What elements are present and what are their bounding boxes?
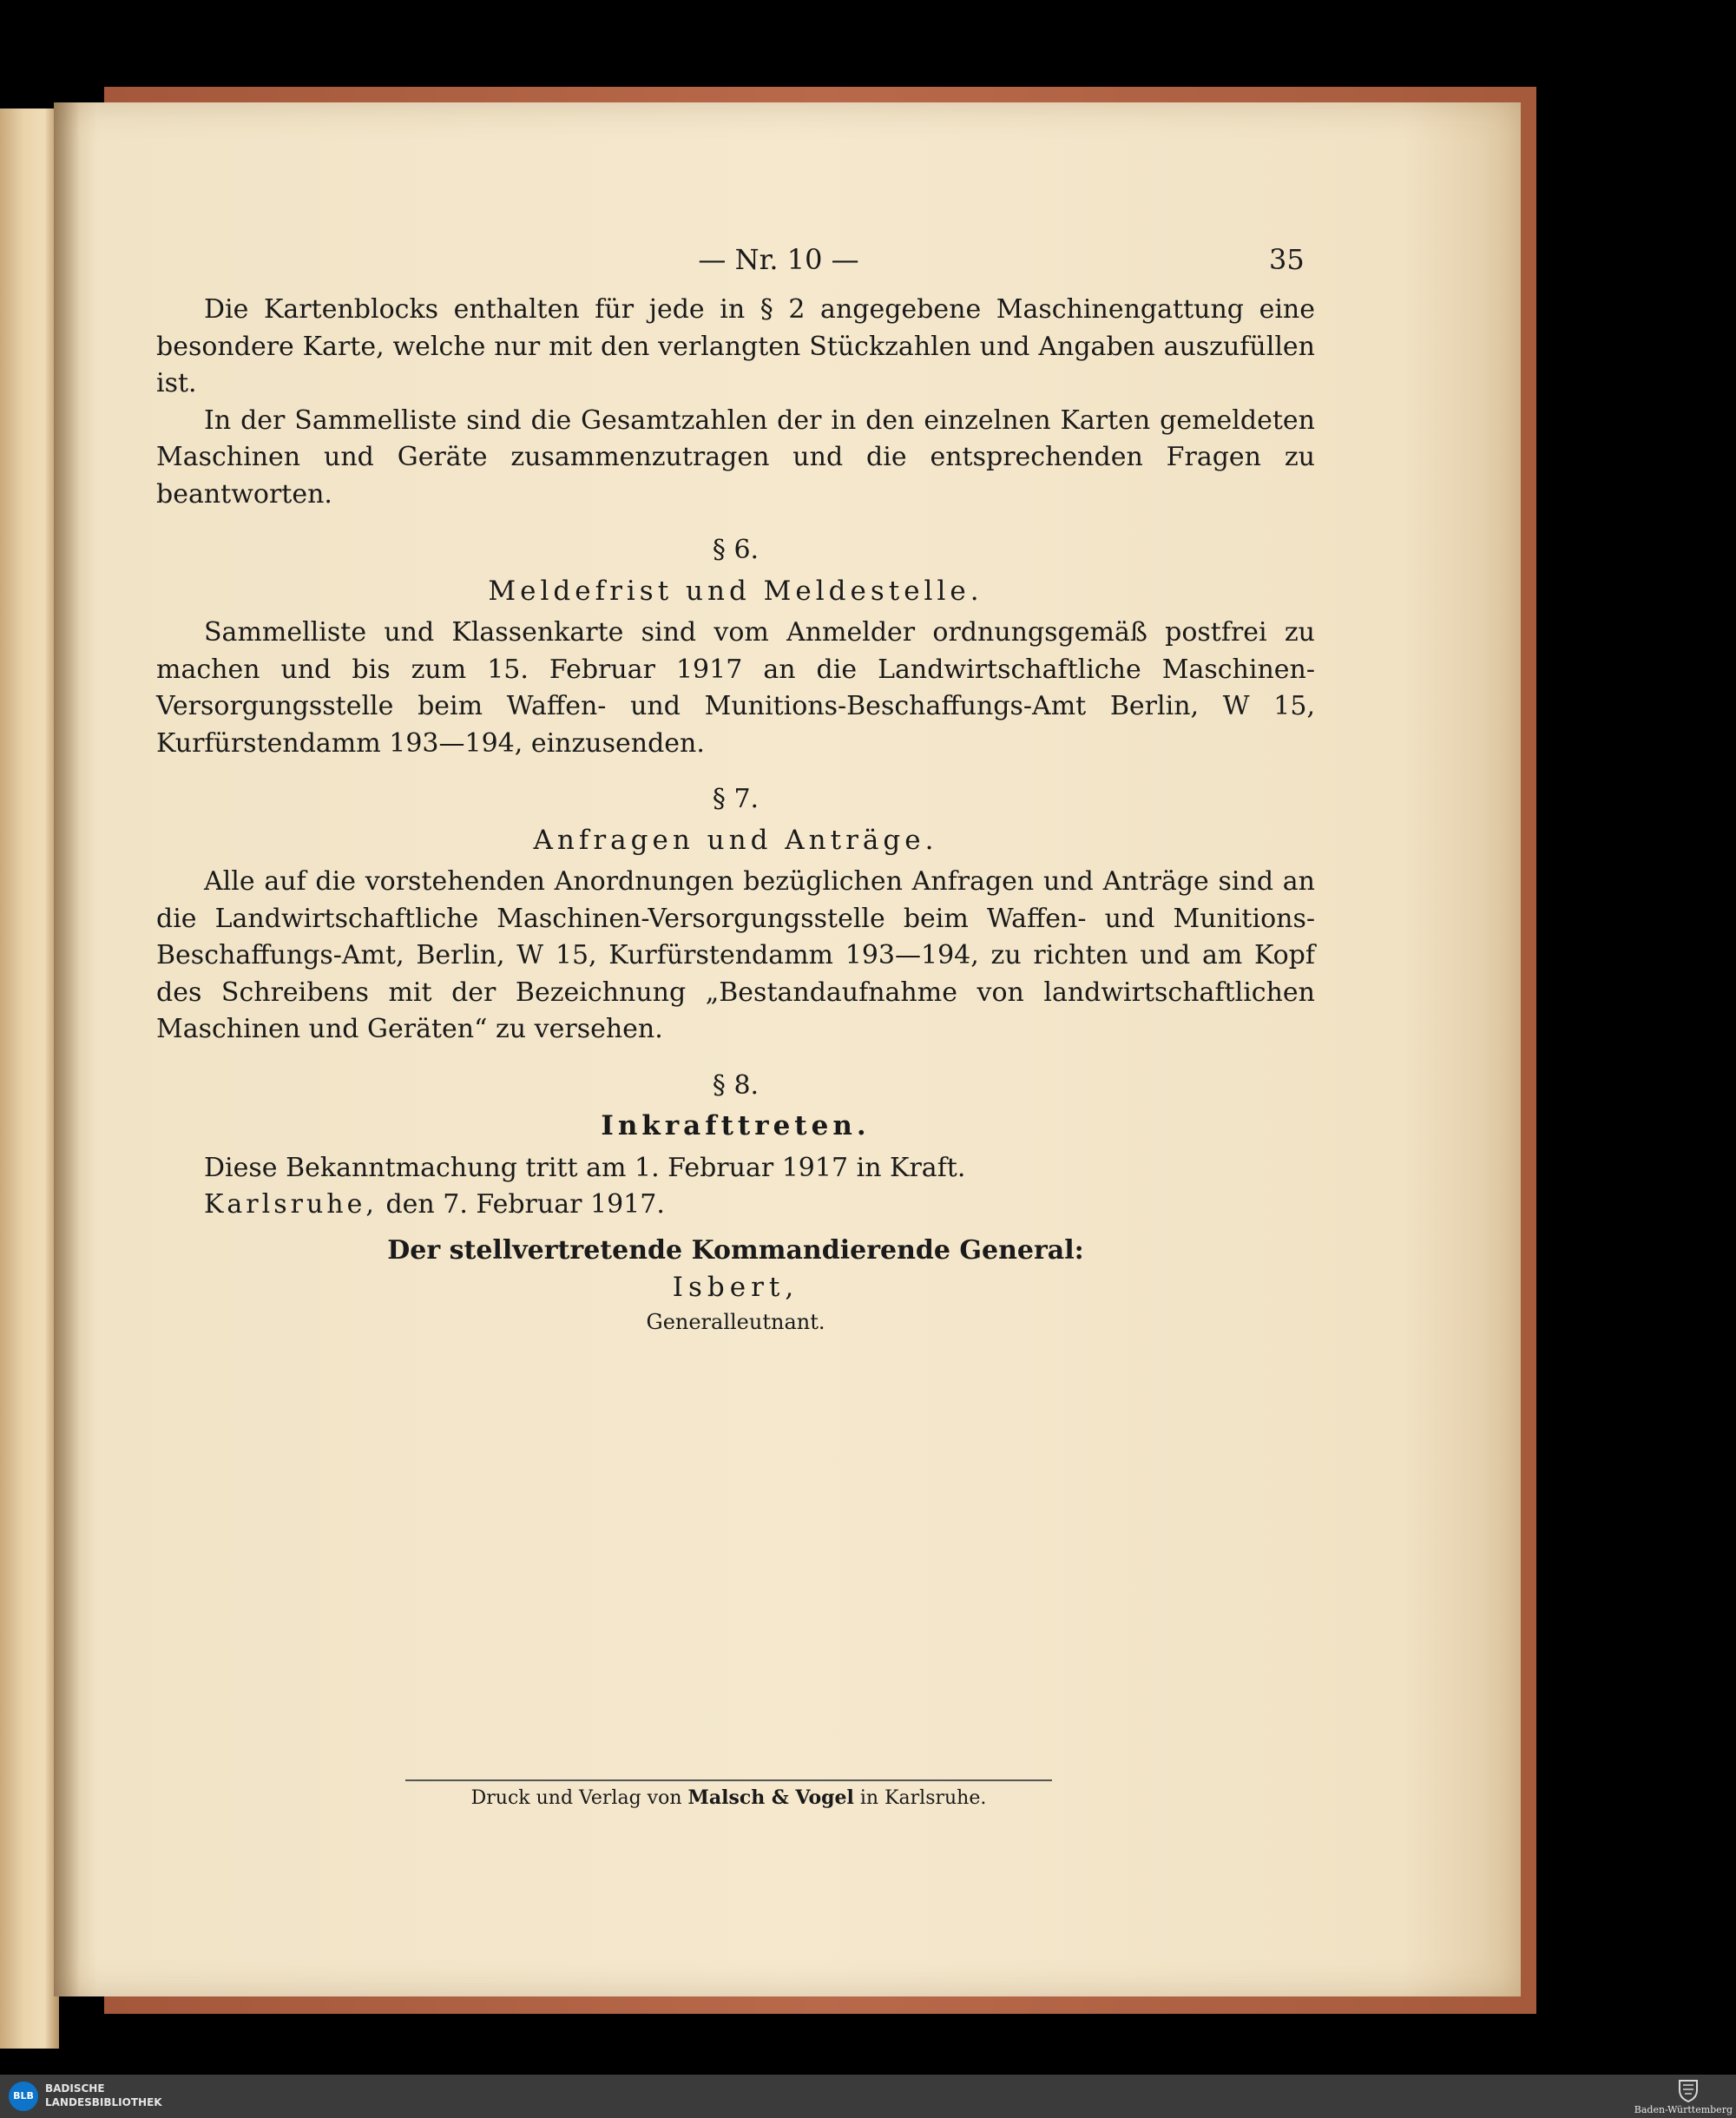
page-header [54,243,1521,286]
section-8-text: Diese Bekanntmachung tritt am 1. Februar 1917 in Kraft. [204,1152,966,1183]
section-6-text: Sammelliste und Klassenkarte sind vom Anmelder ordnungsgemäß postfrei zu machen und bis zum 15. Februar 1917 an die Landwirtschaftliche Maschinen-Versorgungsstelle beim Waffen- und Munitions-Beschaffungs-Amt Berlin, W 15, Kurfürstendamm 193—194, einzusenden. [156,617,1315,759]
imprint-suffix: in Karlsruhe. [859,1787,987,1809]
section-6-heading: Meldefrist und Meldestelle. [488,575,983,607]
dateline-date: den 7. Februar 1917. [385,1189,665,1220]
dateline [156,1187,1315,1224]
blb-logo-icon[interactable]: BLB [9,2082,38,2111]
baden-wuerttemberg-crest-icon[interactable] [1677,2078,1700,2102]
library-name-line2: LANDESBIBLIOTHEK [45,2096,162,2108]
paragraph-kartenblocks: Die Kartenblocks enthalten für jede in § 2 angegebene Maschinengattung eine besondere Karte, welche nur mit den verlangten Stückzahlen und Angaben auszufüllen ist. [156,294,1315,398]
section-8-heading: Inkrafttreten. [601,1110,871,1141]
gutter-shadow [54,102,80,1996]
signature-name: Isbert, [672,1272,799,1303]
imprint-line [405,1786,1052,1809]
section-7-text: Alle auf die vorstehenden Anordnungen bezüglichen Anfragen und Anträge sind an die Landwirtschaftliche Maschinen-Versorgungsstelle beim Waffen- und Munitions-Beschaffungs-Amt, Berlin, W 15, Kurfürstendamm 193—194, zu richten und am Kopf des Schreibens mit der Bezeichnung „Bestandaufnahme von landwirtschaftlichen Maschinen und Geräten“ zu versehen. [156,866,1315,1044]
viewer-footer-bar [0,2075,1736,2118]
section-6-number: § 6. [712,535,760,565]
section-8-number: § 8. [712,1069,760,1101]
document-page [54,102,1521,1996]
issue-number: — Nr. 10 — [698,243,859,276]
imprint-prefix: Druck und Verlag von [470,1787,682,1809]
library-name-line1: BADISCHE [45,2082,105,2095]
section-7-heading: Anfragen und Anträge. [533,824,938,856]
region-label: Baden-Württemberg [1634,2104,1733,2115]
library-name[interactable] [45,2082,162,2109]
body-text [156,292,1315,1338]
dateline-place: Karlsruhe, [204,1189,378,1220]
signature-rank: Generalleutnant. [646,1309,825,1334]
left-page-edge [0,109,59,2049]
imprint-divider [405,1779,1052,1781]
signature-title: Der stellvertretende Kommandierende General: [387,1234,1084,1266]
imprint-publisher: Malsch & Vogel [687,1786,854,1809]
section-7-number: § 7. [712,784,760,814]
page-number: 35 [1269,243,1305,276]
paragraph-sammelliste: In der Sammelliste sind die Gesamtzahlen der in den einzelnen Karten gemeldeten Maschinen und Geräte zusammenzutragen und die entsprechenden Fragen zu beantworten. [156,405,1315,510]
